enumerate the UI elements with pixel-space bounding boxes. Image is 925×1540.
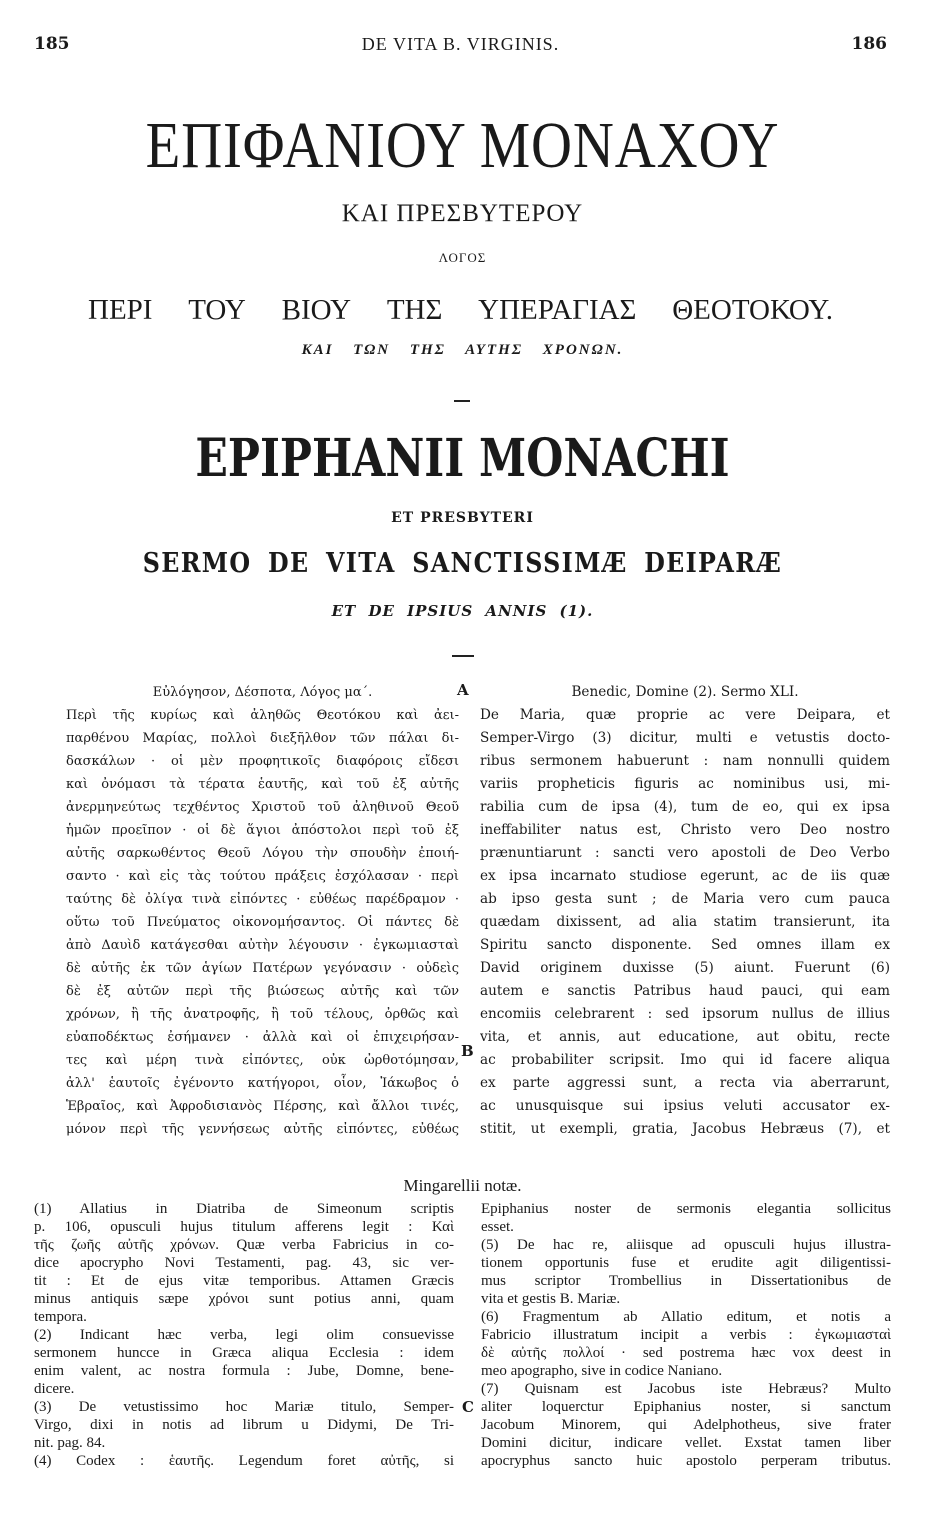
text-line: οὕτω τοῦ Πνεύματος οἰκονομήσαντος. Οἱ πάντες δὲ xyxy=(66,915,459,930)
footnotes-right-column xyxy=(481,1200,891,1470)
note-line: Virgo, dixi in notis ad librum u Didymi, De Tri- xyxy=(34,1417,454,1433)
section-marker-c: C xyxy=(462,1398,474,1416)
text-line: μόνον περὶ τῆς γεννήσεως αὐτῆς εἰπόντες, εὐθέως xyxy=(66,1122,459,1137)
divider xyxy=(454,400,470,402)
note-line: sermonem huncce in Græca aliqua Ecclesia : idem xyxy=(34,1345,454,1361)
notes-heading: Mingarellii notæ. xyxy=(403,1176,522,1195)
note-line: τῆς ζωῆς αὐτῆς χρόνων. Quæ verba Fabricius in co- xyxy=(34,1237,454,1253)
latin-text-column xyxy=(480,681,890,1141)
text-line: δὲ αὐτῆς ἐκ τῶν ἁγίων Πατέρων γεγόνασιν · οὐδεὶς xyxy=(66,961,459,976)
note-line: dicere. xyxy=(34,1381,75,1397)
text-line: δασκάλων · οἱ μὲν προφητικοῖς διαφόροις εἴδεσι xyxy=(66,754,459,769)
text-line: De Maria, quæ proprie ac vere Deipara, et xyxy=(480,707,890,723)
text-line: Περὶ τῆς κυρίως καὶ ἀληθῶς Θεοτόκου καὶ ἀει- xyxy=(66,708,459,723)
page-number-left: 185 xyxy=(34,34,70,54)
text-line: ἡμῶν προεῖπον · οἱ δὲ ἅγιοι ἀπόστολοι περὶ τοῦ ἐξ xyxy=(66,823,459,838)
latin-title-sub: ET PRESBYTERI xyxy=(391,510,534,526)
text-line: Spiritu sancto disponente. Sed omnes illam ex xyxy=(480,937,890,953)
note-line: tit : Et de ejus vitæ temporibus. Attamen Græcis xyxy=(34,1273,454,1289)
section-marker-b: B xyxy=(461,1042,474,1060)
running-head xyxy=(34,34,887,58)
text-line: quædam dixissent, ad alia statim transierunt, ita xyxy=(480,914,890,930)
text-line: encomiis celebrarent : sed ipsorum nullus de illius xyxy=(480,1006,890,1022)
note-line: vita et gestis B. Mariæ. xyxy=(481,1291,621,1307)
text-line: δὲ ἐξ αὐτῶν περὶ τῆς βιώσεως αὐτῆς καὶ τῶν xyxy=(66,984,459,999)
text-line: αὐτῆς σαρκωθέντος Θεοῦ Λόγου τὴν σπουδὴν ἐποιή- xyxy=(66,846,459,861)
text-line: prænuntiarunt : sancti vero apostoli de Deo Verbo xyxy=(480,845,890,861)
text-line: variis propheticis figuris ac nominibus usi, mi- xyxy=(480,776,890,792)
text-line: stitit, ut exempli, gratia, Jacobus Hebræus (7), et xyxy=(480,1121,890,1137)
text-line: David originem duxisse (5) aiunt. Fuerunt (6) xyxy=(480,960,890,976)
greek-title-logos: ΛΟΓΟΣ xyxy=(438,250,487,265)
text-line: εὐαποδέκτως ἐσήμανεν · ἀλλὰ καὶ οἱ ἐπιχειρήσαν- xyxy=(66,1030,459,1045)
running-title: DE VITA B. VIRGINIS. xyxy=(361,34,560,54)
text-line: χρόνων, ἢ τῆς ἀνατροφῆς, ἢ τοῦ τέλους, ὀρθῶς καὶ xyxy=(66,1007,459,1022)
note-line: (6) Fragmentum ab Allatio editum, et notis a xyxy=(481,1309,891,1325)
footnotes-left-column xyxy=(34,1200,454,1470)
text-line: ἀνερμηνεύτως τεχθέντος Χριστοῦ τοῦ ἀληθινοῦ Θεοῦ xyxy=(66,800,459,815)
greek-title-sub: ΚΑΙ ΠΡΕΣΒΥΤΕΡΟΥ xyxy=(341,200,584,227)
text-line: ἀπὸ Δαυὶδ κατάγεσθαι αὐτὴν λέγουσιν · ἐγκωμιασταὶ xyxy=(66,938,459,953)
note-line: esset. xyxy=(481,1219,514,1235)
greek-title-word: ΥΠΕΡΑΓΙΑΣ xyxy=(478,294,637,326)
note-line: tionem opportunis fuse et erudite agit diligentissi- xyxy=(481,1255,891,1271)
note-line: aliter loquerctur Epiphanius noster, si sanctum xyxy=(481,1399,891,1415)
text-line: autem e sanctis Patribus haud pauci, qui eam xyxy=(480,983,890,999)
text-line: ac probabiliter scripsit. Imo qui id facere aliqua xyxy=(480,1052,890,1068)
text-line: ineffabiliter natus est, Christo vero Deo nostro xyxy=(480,822,890,838)
text-line: rabilia cum de ipsa (4), tum de eo, qui ex ipsa xyxy=(480,799,890,815)
text-line: ribus sermonem habuerunt : nam nonnulli quidem xyxy=(480,753,890,769)
text-line: ab ipso gesta sunt ; de Maria vero cum pauca xyxy=(480,891,890,907)
note-line: Epiphanius noster de sermonis elegantia sollicitus xyxy=(481,1201,891,1217)
latin-title-sermo: SERMO DE VITA SANCTISSIMÆ DEIPARÆ xyxy=(142,548,783,579)
text-line: ac unusquisque sui ipsius veluti accusator ex- xyxy=(480,1098,890,1114)
text-line: vita, et annis, aut educatione, aut obitu, recte xyxy=(480,1029,890,1045)
greek-title-word: ΤΟΥ xyxy=(188,294,246,326)
greek-title-word: ΘΕΟΤΟΚΟΥ. xyxy=(672,294,833,326)
note-line: (7) Quisnam est Jacobus iste Hebræus? Multo xyxy=(481,1381,891,1397)
greek-title-word: ΒΙΟΥ xyxy=(281,294,352,326)
greek-title-main: ΕΠΙΦΑΝΙΟΥ ΜΟΝΑΧΟΥ xyxy=(145,109,780,182)
text-line: Ἑβραῖος, καὶ Ἀφροδισιανὸς Πέρσης, καὶ ἄλλοι τινές, xyxy=(66,1099,459,1114)
text-line: ex parte aggressi sunt, a recta via aberrarunt, xyxy=(480,1075,890,1091)
note-line: p. 106, opusculi hujus titulum afferens legit : Καὶ xyxy=(34,1219,454,1235)
text-line: ex ipsa incarnato studiose egerunt, ac de iis quæ xyxy=(480,868,890,884)
text-line: σαντο · καὶ εἰς τὰς τούτου πράξεις ἐσχόλασαν · περὶ xyxy=(66,869,459,884)
section-marker-a: A xyxy=(457,681,469,699)
latin-title-main: EPIPHANII MONACHI xyxy=(195,428,730,489)
note-line: dice apocrypho Novi Testamenti, pag. 43, sic ver- xyxy=(34,1255,454,1271)
divider xyxy=(452,655,474,657)
note-line: apocryphus sancto huic apostolo perperam tributus. xyxy=(481,1453,891,1469)
note-line: (1) Allatius in Diatriba de Simeonum scriptis xyxy=(34,1201,454,1217)
text-line: καὶ ὀνόμασι τὰ τέρατα ἑαυτῆς, καὶ τοῦ ἐξ αὐτῆς xyxy=(66,777,459,792)
greek-title-peri xyxy=(88,294,833,327)
note-line: δὲ αὐτῆς πολλοί · sed postrema hæc vox deest in xyxy=(481,1345,891,1361)
note-line: (2) Indicant hæc verba, legi olim consuevisse xyxy=(34,1327,454,1343)
text-line: Εὐλόγησον, Δέσποτα, Λόγος μα΄. xyxy=(152,685,373,700)
note-line: Domini dicitur, indicare vellet. Exstat tamen liber xyxy=(481,1435,891,1451)
note-line: Jacobum Minorem, qui Adelphotheus, sive frater xyxy=(481,1417,891,1433)
text-line: παρθένου Μαρίας, πολλοὶ διεξῆλθον τῶν πάλαι δι- xyxy=(66,731,459,746)
note-line: Fabricio illustratum incipit a verbis : ἐγκωμιασταὶ xyxy=(481,1327,891,1343)
text-line: Semper-Virgo (3) dicitur, multi e vetustis docto- xyxy=(480,730,890,746)
greek-title-chronon: ΚΑΙ ΤΩΝ ΤΗΣ ΑΥΤΗΣ ΧΡΟΝΩΝ. xyxy=(301,342,624,358)
greek-text-column xyxy=(66,681,459,1141)
text-line: ἀλλ' ἑαυτοῖς ἐγένοντο κατήγοροι, οἷον, Ἰάκωβος ὁ xyxy=(66,1076,459,1091)
text-line: τες καὶ μέρη τινὰ εἰπόντες, οὐκ ὠρθοτόμησαν, xyxy=(66,1053,459,1068)
note-line: (4) Codex : ἑαυτῆς. Legendum foret αὐτῆς, si xyxy=(34,1453,454,1469)
page-number-right: 186 xyxy=(851,34,887,54)
note-line: nit. pag. 84. xyxy=(34,1435,106,1451)
note-line: meo apographo, sive in codice Naniano. xyxy=(481,1363,723,1379)
text-line: ταύτης δὲ ὀλίγα τινὰ εἰπόντες · εὐθέως παρέδραμον · xyxy=(66,892,459,907)
note-line: enim valent, ac nostra formula : Jube, Domne, bene- xyxy=(34,1363,454,1379)
note-line: mus scriptor Trombellius in Dissertationibus de xyxy=(481,1273,891,1289)
note-line: (3) De vetustissimo hoc Mariæ titulo, Semper- xyxy=(34,1399,454,1415)
latin-title-annis: ET DE IPSIUS ANNIS (1). xyxy=(331,602,594,620)
note-line: tempora. xyxy=(34,1309,87,1325)
greek-title-word: ΤΗΣ xyxy=(386,294,443,326)
text-line: Benedic, Domine (2). Sermo XLI. xyxy=(571,684,799,700)
note-line: minus antiquis sæpe χρόνοι sunt potius anni, quam xyxy=(34,1291,454,1307)
note-line: (5) De hac re, aliisque ad opusculi hujus illustra- xyxy=(481,1237,891,1253)
greek-title-word: ΠΕΡΙ xyxy=(88,294,153,326)
